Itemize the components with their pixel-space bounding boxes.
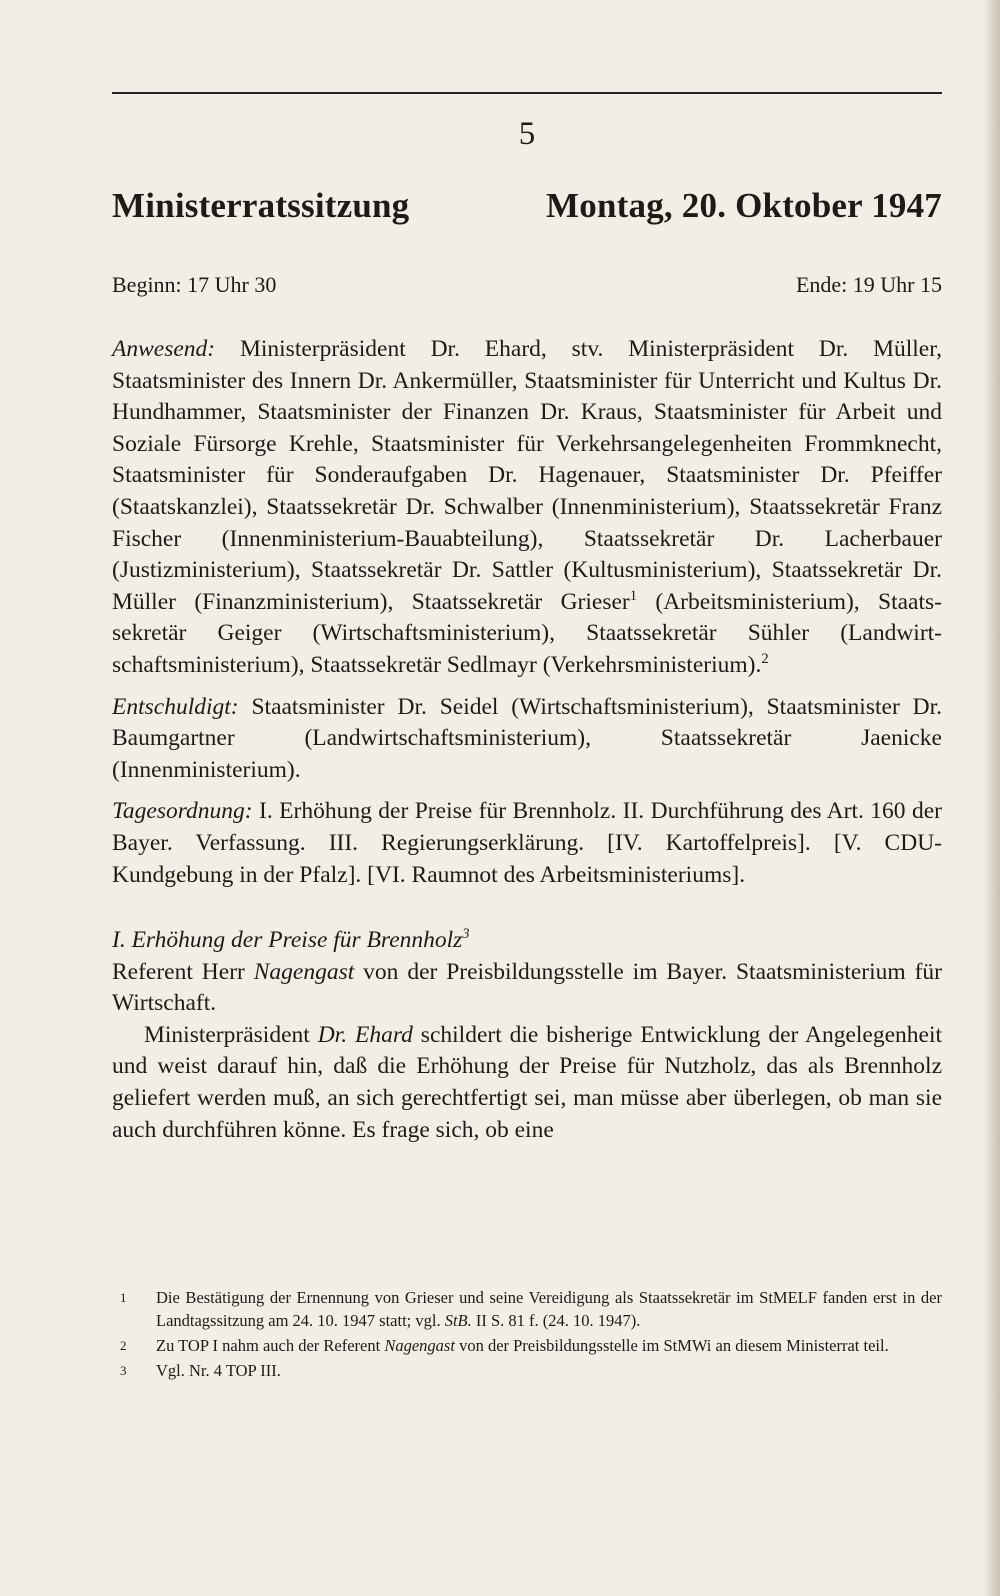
- discussion-text-1: Ministerpräsident: [144, 1021, 318, 1048]
- footnote-text: [156, 1286, 942, 1332]
- end-time: Ende: 19 Uhr 15: [795, 272, 942, 297]
- referent-name: Nagengast: [253, 958, 355, 985]
- attendance-label: Anwesend:: [112, 336, 216, 362]
- agenda-label: Tagesordnung:: [112, 798, 253, 825]
- footnote-ref-3: 3: [462, 926, 470, 943]
- document-body: [112, 334, 942, 1146]
- footnote-1: [112, 1286, 942, 1332]
- referent-paragraph: [112, 957, 942, 1020]
- agenda-text: I. Erhöhung der Preise für Brennholz. II. Durchführung des Art. 160 der Bayer. Verfassung. III. Regierungserklärung. [IV. Kartoffelpreis]. [V. CDU-Kundgebung in der Pfalz]. [VI. Raumnot des Arbeitsministeriums].: [112, 798, 942, 888]
- document-title: Ministerratssitzung: [112, 186, 410, 225]
- footnote-3: [112, 1359, 942, 1382]
- discussion-text-2: schildert die bisherige Entwicklung der Angelegenheit und weist darauf hin, daß die Erhöhung der Preise für Nutzholz, das als Brennholz geliefert werden muß, an sich gerechtfertigt sei, man müsse aber überlegen, ob man sie auch durchführen könne. Es frage sich, ob eine: [112, 1021, 942, 1143]
- section-heading: [112, 925, 942, 957]
- page-edge-shadow: [982, 0, 1000, 1596]
- footnote-text: [156, 1334, 942, 1357]
- document-heading: [112, 186, 942, 226]
- document-date: Montag, 20. Oktober 1947: [546, 186, 942, 225]
- attendance-text-2: (Arbeitsministerium), Staatssekretär Geiger (Wirtschaftsministerium), Staatssekretär Sühler (Landwirtschaftsministerium), Staatssekretär Sedlmayr (Verkehrsministerium).: [112, 588, 942, 678]
- speaker-name: Dr. Ehard: [317, 1021, 413, 1048]
- footnote-number: 1: [120, 1290, 127, 1305]
- footnote-2-name: Nagengast: [384, 1336, 455, 1355]
- footnote-2-text-a: Zu TOP I nahm auch der Referent: [156, 1336, 385, 1355]
- excused-text: Staatsminister Dr. Seidel (Wirtschaftsministerium), Staatsminister Dr. Baumgartner (Landwirtschaftsministerium), Staatssekretär Jaenicke (Innenministerium).: [112, 693, 942, 783]
- footnotes: [112, 1286, 942, 1384]
- footnote-2-text-b: von der Preisbildungsstelle im StMWi an diesem Ministerrat teil.: [454, 1336, 889, 1355]
- footnote-text: Vgl. Nr. 4 TOP III.: [156, 1361, 281, 1380]
- attendance-paragraph: [112, 334, 942, 682]
- header-rule: [112, 92, 942, 94]
- footnote-1-text-b: II S. 81 f. (24. 10. 1947).: [471, 1311, 641, 1330]
- section-heading-text: I. Erhöhung der Preise für Brennholz: [112, 927, 463, 954]
- footnote-1-citation: StB.: [444, 1311, 472, 1330]
- discussion-paragraph: [112, 1020, 942, 1146]
- footnote-ref-1: 1: [629, 587, 638, 604]
- footnote-number: 2: [120, 1338, 127, 1353]
- document-number: 5: [518, 116, 536, 152]
- footnote-number: 3: [120, 1363, 127, 1378]
- agenda-paragraph: [112, 796, 942, 891]
- excused-label: Entschuldigt:: [112, 693, 239, 720]
- referent-text-1: Referent Herr: [112, 958, 254, 985]
- footnote-2: [112, 1334, 942, 1357]
- excused-paragraph: [112, 692, 942, 787]
- footnote-1-text-a: Die Bestätigung der Ernennung von Grieser und seine Vereidigung als Staatssekretär im StMELF fanden erst in der Landtagssitzung am 24. 10. 1947 statt; vgl.: [156, 1288, 942, 1330]
- attendance-text-1: Ministerpräsident Dr. Ehard, stv. Ministerpräsident Dr. Müller, Staatsminister des Innern Dr. Ankermüller, Staatsminister für Unterricht und Kultus Dr. Hundhammer, Staatsminister der Finanzen Dr. Kraus, Staatsminister für Arbeit und Soziale Fürsorge Krehle, Staatsminister für Verkehrsangelegenheiten Frommknecht, Staatsminister für Sonderaufgaben Dr. Hagenauer, Staatsminister Dr. Pfeiffer (Staatskanzlei), Staatssekretär Dr. Schwalber (Innenministerium), Staatssekretär Franz Fischer (Innenministerium-Bauabteilung), Staatssekretär Dr. Lacherbauer (Justizministerium), Staatssekretär Dr. Sattler (Kultusministerium), Staatssekretär Dr. Müller (Finanzministerium), Staatssekretär Grieser: [112, 336, 942, 615]
- referent-text-2: von der Preisbildungsstelle im Bayer. Staatsministerium für Wirtschaft.: [112, 958, 942, 1017]
- meeting-times: [112, 272, 942, 298]
- begin-time: Beginn: 17 Uhr 30: [112, 272, 277, 297]
- footnote-ref-2: 2: [761, 651, 769, 668]
